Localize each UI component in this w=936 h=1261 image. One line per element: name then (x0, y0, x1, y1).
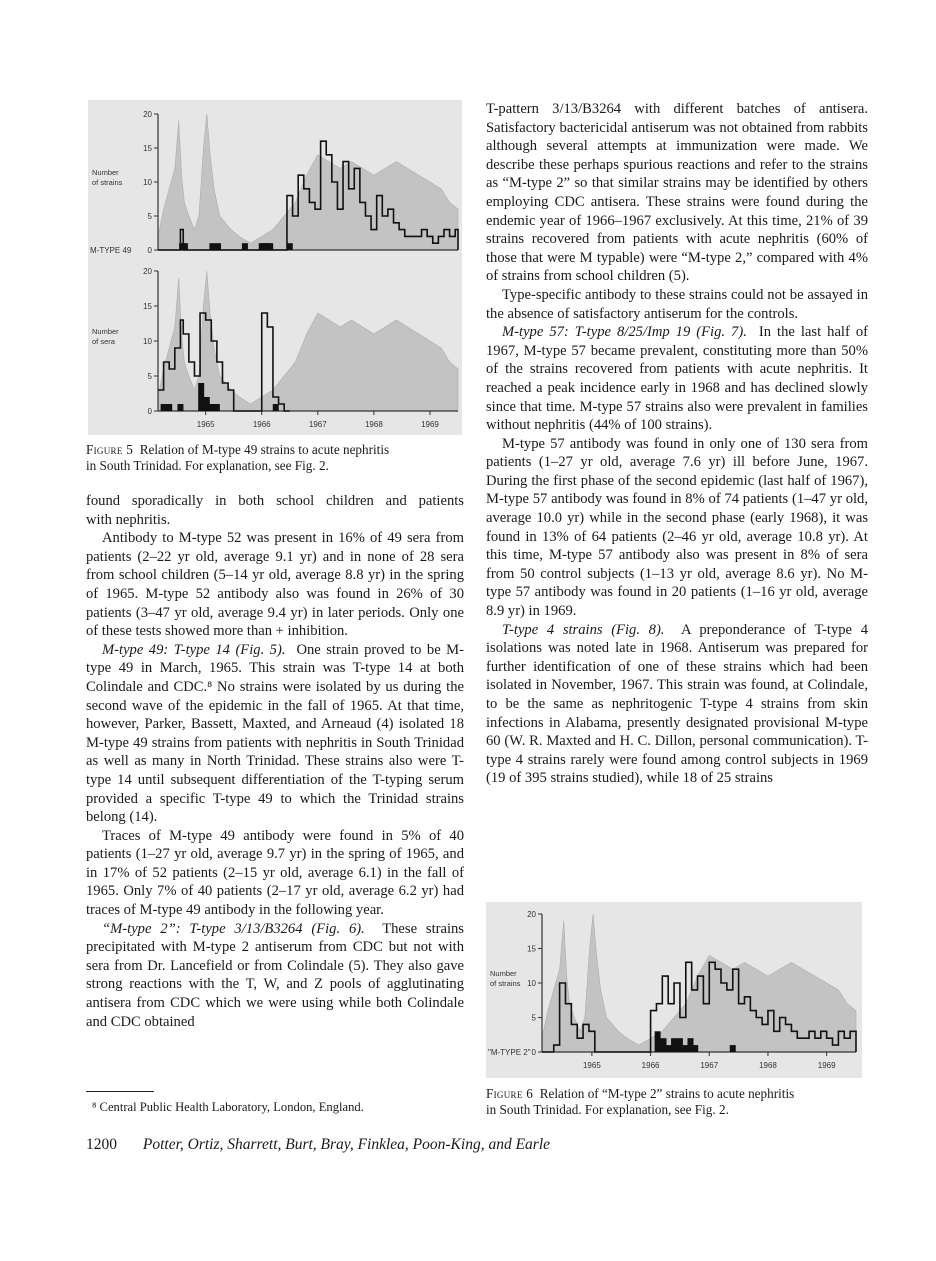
y-tick-label: 5 (531, 1013, 536, 1023)
series-label: M-TYPE 49 (90, 246, 132, 255)
series-bar (166, 404, 172, 411)
figure-6-image (486, 902, 862, 1078)
left-line-2: with nephritis. (86, 511, 171, 528)
series-bar (215, 243, 221, 250)
y-tick-label: 0 (531, 1048, 536, 1057)
y-tick-label: 0 (147, 407, 152, 416)
figure-6-text: Relation of “M-type 2” strains to acute nephritis (539, 1086, 795, 1101)
heading-m-type-57: M-type 57: T-type 8/25/Imp 19 (Fig. 7). (502, 324, 747, 341)
y-axis-label: Number (490, 969, 517, 979)
series-bar (198, 383, 204, 411)
paragraph-antibody-m52: Antibody to M-type 52 was present in 16% of 49 sera from patients (2–22 yr old, average 9.1 yr) and in none of 28 sera from school children (5–14 yr old, average 8.8 yr) in the spring of 1965. M-type 52 antibody also was found in 26% of 30 patients (3–47 yr old, average 9.4 yr) in later periods. Only one of these tests showed more than + inhibition. (86, 530, 464, 640)
figure-6-svg (486, 902, 862, 1078)
chart-panel-m-type-49 (90, 110, 458, 255)
series-bar (208, 404, 214, 411)
series-bar (182, 243, 188, 250)
x-tick-label: 1965 (196, 420, 215, 429)
figure-5-text2: in South Trinidad. For explanation, see Fig. 2. (86, 458, 329, 473)
paragraph-t-pattern: T-pattern 3/13/B3264 with different batches of antisera. Satisfactory bactericidal antiserum was not obtained from rabbits although several attempts at immunization were made. We describe these perhaps spurious reactions and refer to the strains as “M-type 2” so that similar strains may be identified by others employing CDC antisera. These strains were found during the endemic year of 1966–1967 exclusively. At this time, 21% of 39 strains recovered from patients with acute nephritis (60% of those that were M typable) were “M-type 2,” compared with 4% of strains from school children (5). (486, 101, 868, 285)
paragraph-t-type-4 (486, 621, 868, 788)
series-label: "M-TYPE 2" (488, 1048, 531, 1057)
left-line-1: found sporadically in both school children and patients (86, 493, 464, 509)
paragraph-traces-m49: Traces of M-type 49 antibody were found in 5% of 40 patients (1–27 yr old, average 9.7 yr) in the spring of 1965, and in 17% of 52 patients (2–15 yr old, average 6.1) in the fall of 1965. Only 7% of 40 patients (2–17 yr old, average 6.2 yr) had traces of M-type 49 antibody in the following year. (86, 827, 464, 919)
y-axis-label: of strains (490, 979, 521, 989)
running-authors: Potter, Ortiz, Sharrett, Burt, Bray, Finklea, Poon-King, and Earle (142, 1136, 551, 1153)
y-tick-label: 20 (143, 267, 152, 276)
series-bar (209, 243, 215, 250)
page-number: 1200 (86, 1136, 117, 1153)
paragraph-m-type-49-body: One strain proved to be M-type 49 in March, 1965. This strain was T-type 14 at both Colindale and CDC.⁸ No strains were isolated by us during the second wave of the epidemic in the fall of 1965. At that time, however, Parker, Bassett, Maxted, and Arneaud (4) isolated 18 M-type 49 strains from patients with nephritis in South Trinidad as well as many in North Trinidad. These strains also were T-type 14 until subsequent differentiation of the T-typing serum provided a specific T-type 49 to which the Trinidad strains belong (14). (86, 641, 465, 826)
x-tick-label: 1969 (817, 1061, 836, 1070)
footnote: ⁸ Central Public Health Laboratory, London, England. (92, 1100, 364, 1114)
paragraph-type-specific: Type-specific antibody to these strains could not be assayed in the absence of satisfactory antiserum for the controls. (486, 286, 868, 322)
chart-panel-m-type-2 (488, 910, 856, 1070)
y-tick-label: 5 (147, 212, 152, 221)
y-tick-label: 5 (147, 372, 152, 381)
series-bar (677, 1038, 683, 1052)
paragraph-m-type-57-body: In the last half of 1967, M-type 57 became prevalent, constituting more than 50% of the strains recovered from patients with acute nephritis. It reached a peak incidence early in 1968 and has declined slowly since that time. M-type 57 strains also were prevalent in families without nephritis (44% of 100 strains). (486, 324, 868, 434)
paragraph-m-type-2-body: These strains precipitated with M-type 2 antiserum from CDC but not with sera from Dr. Lancefield or from Colindale (5). They also gave strong reactions with the T, W, and Z pools of agglutinating antisera from CDC which we were using while both Colindale and CDC obtained (86, 920, 464, 1030)
figure-6-caption (486, 1086, 876, 1118)
series-bar (273, 404, 279, 411)
y-tick-label: 10 (143, 337, 152, 346)
y-tick-label: 20 (143, 110, 152, 119)
y-tick-label: 15 (143, 302, 152, 311)
heading-m-type-49: M-type 49: T-type 14 (Fig. 5). (102, 641, 286, 658)
x-tick-label: 1965 (582, 1061, 601, 1070)
y-tick-label: 15 (527, 944, 536, 954)
series-bar (655, 1031, 661, 1052)
series-bar (267, 243, 273, 250)
figure-5-label: Figure 5 (86, 442, 134, 457)
paragraph-m57-antibody: M-type 57 antibody was found in only one of 130 sera from patients (1–27 yr old, average 7.6 yr) ill before June, 1967. During the first phase of the second epidemic (last half of 1967), M-type 57 antibody was found in 8% of 74 patients (1–47 yr old, average 10.0 yr) while in the second phase (early 1968), it was found in 13% of 64 patients (2–46 yr old, average 10.8 yr). At this time, M-type 57 antibody also was present in 8% of sera from 50 control subjects (1–13 yr old, average 8.6 yr). No M-type 57 antibody was found in 20 patients (1–16 yr old, average 8.9 yr) in 1969. (486, 435, 868, 620)
y-axis-label: Number (92, 327, 119, 336)
y-tick-label: 10 (527, 979, 536, 988)
series-bar (692, 1045, 698, 1052)
series-bar (161, 404, 167, 411)
y-axis-label: of strains (92, 178, 123, 188)
footnote-rule (86, 1091, 154, 1092)
page-footer (86, 1136, 866, 1154)
figure-5-svg (88, 100, 462, 435)
figure-6-text2: in South Trinidad. For explanation, see Fig. 2. (486, 1102, 729, 1117)
series-bar (177, 404, 183, 411)
x-tick-label: 1967 (308, 420, 327, 429)
paragraph-m-type-2 (86, 920, 464, 1032)
chart-panel-sera (92, 267, 458, 429)
figure-6-label: Figure 6 (486, 1086, 534, 1101)
paragraph-t-type-4-body: A preponderance of T-type 4 isolations was noted late in 1968. Antiserum was prepared for further identification of one of these strains which had been isolated in November, 1967. This strain was found, at Colindale, to be the same as nephritogenic T-type 4 strains from skin infections in Alabama, presently designated provisional M-type 60 (W. R. Maxted and H. C. Dillon, personal communication). T-type 4 strains rarely were found among control subjects in 1969 (19 of 395 strains studied), while 18 of 25 strains (486, 621, 868, 787)
x-tick-label: 1966 (252, 420, 271, 429)
figure-5-text: Relation of M-type 49 strains to acute nephritis (139, 442, 390, 457)
x-tick-label: 1969 (421, 420, 439, 429)
series-bar (287, 243, 293, 250)
x-tick-label: 1968 (364, 420, 383, 429)
background-epidemic-area (158, 114, 458, 250)
series-bar (660, 1038, 666, 1052)
series-bar (214, 404, 220, 411)
x-tick-label: 1967 (700, 1061, 719, 1070)
figure-5-caption (86, 442, 466, 474)
y-tick-label: 20 (527, 910, 536, 919)
y-tick-label: 10 (143, 178, 152, 187)
figure-5-image (88, 100, 462, 435)
series-bar (730, 1045, 736, 1052)
y-axis-label: of sera (92, 337, 115, 346)
series-bar (242, 243, 248, 250)
paragraph-m-type-57 (486, 323, 868, 435)
paragraph-m-type-49 (86, 641, 464, 827)
y-tick-label: 15 (143, 144, 152, 153)
x-tick-label: 1968 (759, 1061, 777, 1070)
heading-t-type-4: T-type 4 strains (Fig. 8). (502, 621, 665, 638)
y-axis-label: Number (92, 168, 119, 178)
series-bar (671, 1038, 677, 1052)
y-tick-label: 0 (147, 246, 152, 255)
heading-m-type-2: “M-type 2”: T-type 3/13/B3264 (Fig. 6). (102, 920, 365, 937)
right-column (486, 100, 868, 788)
left-column (86, 492, 464, 1031)
x-tick-label: 1966 (641, 1061, 660, 1070)
